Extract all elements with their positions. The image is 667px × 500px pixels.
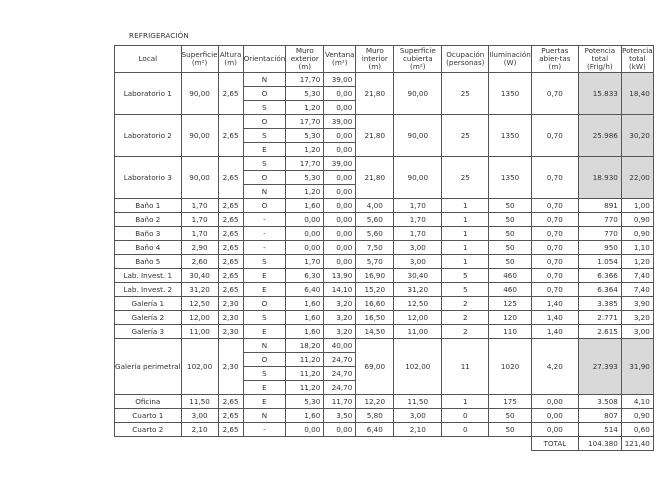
cell-altura: 2,65: [218, 269, 243, 283]
cell-potencia-frig: 15.833: [578, 73, 621, 115]
cell-superficie-cubierta: 11,00: [394, 325, 442, 339]
cell-iluminacion: 50: [489, 241, 532, 255]
cell-superficie-cubierta: 1,70: [394, 213, 442, 227]
cell-ocupacion: 25: [442, 157, 489, 199]
empty-cell: [356, 437, 394, 451]
cell-ventana: 3,20: [324, 325, 356, 339]
cell-orientacion: O: [243, 115, 286, 129]
cell-ventana: 0,00: [324, 143, 356, 157]
cell-muro-exterior: 1,20: [286, 143, 324, 157]
table-row: [115, 409, 654, 423]
cell-orientacion: S: [243, 157, 286, 171]
cell-puertas: 4,20: [531, 339, 578, 395]
cell-potencia-frig: 2.615: [578, 325, 621, 339]
cell-puertas: 0,70: [531, 227, 578, 241]
cell-muro-interior: 69,00: [356, 339, 394, 395]
cell-orientacion: N: [243, 185, 286, 199]
cell-superficie: 90,00: [181, 73, 218, 115]
cell-ventana: 0,00: [324, 199, 356, 213]
cell-orientacion: N: [243, 73, 286, 87]
cell-ventana: 14,10: [324, 283, 356, 297]
cell-ventana: 13,90: [324, 269, 356, 283]
cell-superficie-cubierta: 102,00: [394, 339, 442, 395]
cell-local: Lab. Invest. 1: [115, 269, 182, 283]
cell-superficie-cubierta: 1,70: [394, 227, 442, 241]
cell-muro-interior: 21,80: [356, 73, 394, 115]
cell-muro-interior: 16,60: [356, 297, 394, 311]
cell-muro-exterior: 0,00: [286, 213, 324, 227]
cell-orientacion: S: [243, 129, 286, 143]
cell-ocupacion: 1: [442, 227, 489, 241]
cell-superficie: 2,60: [181, 255, 218, 269]
cell-altura: 2,30: [218, 311, 243, 325]
cell-local: Baño 4: [115, 241, 182, 255]
cell-ventana: 3,20: [324, 311, 356, 325]
cell-ventana: 0,00: [324, 185, 356, 199]
table-row: [115, 73, 654, 87]
cell-ocupacion: 25: [442, 115, 489, 157]
cell-superficie: 90,00: [181, 157, 218, 199]
total-row: [115, 437, 654, 451]
cell-potencia-kw: 1,10: [621, 241, 653, 255]
cell-orientacion: S: [243, 101, 286, 115]
col-header-orientacion: Orientación: [243, 46, 286, 73]
table-row: [115, 325, 654, 339]
cell-potencia-frig: 514: [578, 423, 621, 437]
col-header-potencia-frig: Potencia total (Frig/h): [578, 46, 621, 73]
cell-puertas: 0,70: [531, 199, 578, 213]
cell-muro-exterior: 1,60: [286, 311, 324, 325]
cell-superficie: 30,40: [181, 269, 218, 283]
cell-potencia-kw: 7,40: [621, 283, 653, 297]
cell-ocupacion: 1: [442, 395, 489, 409]
col-header-muro-interior: Muro interior (m): [356, 46, 394, 73]
cell-local: Galería 3: [115, 325, 182, 339]
table-row: [115, 157, 654, 171]
cell-superficie-cubierta: 3,00: [394, 255, 442, 269]
cell-orientacion: -: [243, 423, 286, 437]
cell-muro-exterior: 1,60: [286, 199, 324, 213]
cell-iluminacion: 50: [489, 409, 532, 423]
cell-orientacion: O: [243, 199, 286, 213]
table-row: [115, 283, 654, 297]
cell-ventana: 11,70: [324, 395, 356, 409]
cell-ventana: 0,00: [324, 171, 356, 185]
cell-altura: 2,65: [218, 73, 243, 115]
cell-puertas: 0,70: [531, 269, 578, 283]
cell-local: Cuarto 1: [115, 409, 182, 423]
cell-ocupacion: 1: [442, 241, 489, 255]
cell-muro-interior: 7,50: [356, 241, 394, 255]
cell-potencia-frig: 27.393: [578, 339, 621, 395]
table-row: [115, 339, 654, 353]
empty-cell: [489, 437, 532, 451]
cell-orientacion: N: [243, 339, 286, 353]
cell-potencia-frig: 1.054: [578, 255, 621, 269]
cell-puertas: 0,00: [531, 395, 578, 409]
col-header-ocupacion: Ocupación (personas): [442, 46, 489, 73]
cell-superficie-cubierta: 90,00: [394, 73, 442, 115]
cell-local: Baño 2: [115, 213, 182, 227]
cell-ventana: 39,00: [324, 115, 356, 129]
cell-muro-interior: 14,50: [356, 325, 394, 339]
cell-muro-exterior: 17,70: [286, 73, 324, 87]
cell-iluminacion: 460: [489, 283, 532, 297]
cell-orientacion: -: [243, 241, 286, 255]
cell-local: Galería 2: [115, 311, 182, 325]
cell-potencia-kw: 22,00: [621, 157, 653, 199]
cell-orientacion: E: [243, 381, 286, 395]
cell-puertas: 0,70: [531, 73, 578, 115]
empty-cell: [324, 437, 356, 451]
cell-superficie-cubierta: 11,50: [394, 395, 442, 409]
cell-muro-exterior: 1,20: [286, 101, 324, 115]
cell-puertas: 0,00: [531, 409, 578, 423]
cell-iluminacion: 110: [489, 325, 532, 339]
cell-muro-interior: 12,20: [356, 395, 394, 409]
cell-ventana: 3,20: [324, 297, 356, 311]
cell-orientacion: O: [243, 171, 286, 185]
cell-ventana: 0,00: [324, 423, 356, 437]
cell-muro-interior: 16,50: [356, 311, 394, 325]
cell-muro-exterior: 5,30: [286, 129, 324, 143]
cell-superficie-cubierta: 1,70: [394, 199, 442, 213]
cell-iluminacion: 175: [489, 395, 532, 409]
cell-superficie: 102,00: [181, 339, 218, 395]
table-row: [115, 227, 654, 241]
cell-muro-exterior: 0,00: [286, 241, 324, 255]
cell-muro-exterior: 0,00: [286, 227, 324, 241]
cell-superficie-cubierta: 30,40: [394, 269, 442, 283]
cell-potencia-kw: 0,60: [621, 423, 653, 437]
table-row: [115, 395, 654, 409]
cell-altura: 2,65: [218, 423, 243, 437]
cell-orientacion: O: [243, 353, 286, 367]
refrigeration-table: [114, 45, 654, 451]
cell-altura: 2,65: [218, 227, 243, 241]
cell-orientacion: E: [243, 269, 286, 283]
cell-local: Laboratorio 3: [115, 157, 182, 199]
cell-superficie: 12,00: [181, 311, 218, 325]
cell-superficie: 2,90: [181, 241, 218, 255]
cell-iluminacion: 1020: [489, 339, 532, 395]
total-label: TOTAL: [531, 437, 578, 451]
cell-muro-exterior: 1,60: [286, 409, 324, 423]
cell-iluminacion: 1350: [489, 115, 532, 157]
cell-superficie: 11,00: [181, 325, 218, 339]
cell-potencia-kw: 1,20: [621, 255, 653, 269]
cell-ventana: 24,70: [324, 381, 356, 395]
table-row: [115, 241, 654, 255]
cell-orientacion: -: [243, 227, 286, 241]
cell-potencia-frig: 807: [578, 409, 621, 423]
cell-superficie: 1,70: [181, 227, 218, 241]
cell-potencia-frig: 3.508: [578, 395, 621, 409]
cell-superficie-cubierta: 12,00: [394, 311, 442, 325]
cell-superficie-cubierta: 3,00: [394, 241, 442, 255]
cell-muro-interior: 21,80: [356, 157, 394, 199]
cell-altura: 2,65: [218, 199, 243, 213]
cell-potencia-kw: 1,00: [621, 199, 653, 213]
cell-muro-interior: 5,80: [356, 409, 394, 423]
cell-puertas: 1,40: [531, 325, 578, 339]
empty-cell: [442, 437, 489, 451]
cell-iluminacion: 125: [489, 297, 532, 311]
cell-superficie-cubierta: 90,00: [394, 157, 442, 199]
cell-muro-exterior: 1,70: [286, 255, 324, 269]
cell-altura: 2,65: [218, 283, 243, 297]
cell-muro-interior: 21,80: [356, 115, 394, 157]
cell-potencia-frig: 2.771: [578, 311, 621, 325]
cell-local: Oficina: [115, 395, 182, 409]
cell-potencia-kw: 7,40: [621, 269, 653, 283]
cell-ventana: 24,70: [324, 353, 356, 367]
cell-ventana: 0,00: [324, 227, 356, 241]
cell-superficie: 90,00: [181, 115, 218, 157]
cell-superficie-cubierta: 90,00: [394, 115, 442, 157]
cell-puertas: 0,70: [531, 213, 578, 227]
col-header-iluminacion: Iluminación (W): [489, 46, 532, 73]
col-header-potencia-kw: Potencia total (kW): [622, 46, 653, 71]
cell-potencia-frig: 950: [578, 241, 621, 255]
cell-muro-exterior: 5,30: [286, 87, 324, 101]
cell-puertas: 0,70: [531, 283, 578, 297]
cell-ventana: 39,00: [324, 157, 356, 171]
table-row: [115, 297, 654, 311]
cell-potencia-kw: 0,90: [621, 213, 653, 227]
cell-ventana: 0,00: [324, 255, 356, 269]
cell-muro-interior: 15,20: [356, 283, 394, 297]
cell-muro-exterior: 1,20: [286, 185, 324, 199]
col-header-ventana: Ventana (m²): [324, 46, 356, 73]
cell-iluminacion: 1350: [489, 157, 532, 199]
cell-altura: 2,65: [218, 241, 243, 255]
cell-local: Baño 5: [115, 255, 182, 269]
cell-muro-exterior: 6,40: [286, 283, 324, 297]
col-header-superficie-cubierta: Superficie cubierta (m²): [394, 46, 442, 73]
cell-ventana: 40,00: [324, 339, 356, 353]
cell-orientacion: E: [243, 283, 286, 297]
cell-puertas: 1,40: [531, 311, 578, 325]
cell-ocupacion: 11: [442, 339, 489, 395]
cell-iluminacion: 460: [489, 269, 532, 283]
cell-ventana: 0,00: [324, 129, 356, 143]
col-header-local: Local: [115, 46, 182, 73]
cell-potencia-frig: 770: [578, 227, 621, 241]
total-potencia-frig: 104.380: [578, 437, 621, 451]
cell-altura: 2,30: [218, 325, 243, 339]
cell-ocupacion: 0: [442, 423, 489, 437]
table-row: [115, 311, 654, 325]
table-row: [115, 199, 654, 213]
cell-iluminacion: 1350: [489, 73, 532, 115]
cell-superficie-cubierta: 31,20: [394, 283, 442, 297]
cell-superficie-cubierta: 3,00: [394, 409, 442, 423]
cell-muro-interior: 5,60: [356, 227, 394, 241]
cell-potencia-frig: 18.930: [578, 157, 621, 199]
cell-muro-interior: 5,60: [356, 213, 394, 227]
cell-puertas: 0,70: [531, 255, 578, 269]
col-header-puertas: Puertas abier-tas (m): [531, 46, 578, 73]
page-title: REFRIGERACIÓN: [129, 31, 189, 40]
col-header-superficie: Superficie (m²): [181, 46, 218, 73]
cell-local: Laboratorio 1: [115, 73, 182, 115]
cell-potencia-kw: 3,20: [621, 311, 653, 325]
cell-muro-exterior: 5,30: [286, 395, 324, 409]
total-potencia-kw: 121,40: [621, 437, 653, 451]
cell-muro-exterior: 6,30: [286, 269, 324, 283]
cell-potencia-kw: 0,90: [621, 227, 653, 241]
table-row: [115, 423, 654, 437]
cell-muro-exterior: 17,70: [286, 115, 324, 129]
cell-superficie: 11,50: [181, 395, 218, 409]
cell-ocupacion: 2: [442, 297, 489, 311]
cell-superficie: 2,10: [181, 423, 218, 437]
empty-cell: [243, 437, 286, 451]
cell-potencia-kw: 3,90: [621, 297, 653, 311]
empty-cell: [394, 437, 442, 451]
col-header-altura: Altura (m): [218, 46, 243, 73]
cell-superficie-cubierta: 2,10: [394, 423, 442, 437]
cell-orientacion: O: [243, 297, 286, 311]
cell-iluminacion: 50: [489, 227, 532, 241]
empty-cell: [115, 437, 182, 451]
cell-muro-interior: 4,00: [356, 199, 394, 213]
table-row: [115, 255, 654, 269]
cell-potencia-kw: 3,00: [621, 325, 653, 339]
cell-superficie: 1,70: [181, 213, 218, 227]
cell-ocupacion: 1: [442, 255, 489, 269]
empty-cell: [181, 437, 218, 451]
cell-ventana: 0,00: [324, 241, 356, 255]
cell-potencia-kw: 4,10: [621, 395, 653, 409]
cell-potencia-frig: 891: [578, 199, 621, 213]
cell-ventana: 0,00: [324, 101, 356, 115]
cell-local: Lab. Invest. 2: [115, 283, 182, 297]
empty-cell: [218, 437, 243, 451]
cell-altura: 2,30: [218, 339, 243, 395]
cell-ocupacion: 1: [442, 199, 489, 213]
cell-muro-exterior: 11,20: [286, 353, 324, 367]
cell-altura: 2,30: [218, 297, 243, 311]
empty-cell: [286, 437, 324, 451]
cell-ocupacion: 2: [442, 325, 489, 339]
cell-ventana: 24,70: [324, 367, 356, 381]
cell-local: Laboratorio 2: [115, 115, 182, 157]
cell-ventana: 0,00: [324, 87, 356, 101]
col-header-muro-exterior: Muro exterior (m): [286, 46, 324, 73]
cell-muro-interior: 6,40: [356, 423, 394, 437]
cell-orientacion: E: [243, 325, 286, 339]
cell-ocupacion: 5: [442, 283, 489, 297]
cell-potencia-frig: 6.364: [578, 283, 621, 297]
cell-local: Galería 1: [115, 297, 182, 311]
table-row: [115, 115, 654, 129]
cell-puertas: 0,70: [531, 241, 578, 255]
cell-altura: 2,65: [218, 157, 243, 199]
table-row: [115, 213, 654, 227]
cell-local: Baño 1: [115, 199, 182, 213]
cell-ocupacion: 25: [442, 73, 489, 115]
cell-ocupacion: 5: [442, 269, 489, 283]
cell-iluminacion: 120: [489, 311, 532, 325]
cell-orientacion: S: [243, 367, 286, 381]
cell-ocupacion: 2: [442, 311, 489, 325]
cell-superficie: 12,50: [181, 297, 218, 311]
cell-orientacion: E: [243, 143, 286, 157]
cell-muro-exterior: 0,00: [286, 423, 324, 437]
cell-superficie: 1,70: [181, 199, 218, 213]
cell-potencia-frig: 6.366: [578, 269, 621, 283]
cell-iluminacion: 50: [489, 199, 532, 213]
cell-superficie: 31,20: [181, 283, 218, 297]
cell-ventana: 0,00: [324, 213, 356, 227]
cell-superficie-cubierta: 12,50: [394, 297, 442, 311]
cell-potencia-kw: 0,90: [621, 409, 653, 423]
header-row: [115, 46, 654, 73]
cell-iluminacion: 50: [489, 213, 532, 227]
cell-altura: 2,65: [218, 395, 243, 409]
cell-ocupacion: 1: [442, 213, 489, 227]
cell-muro-interior: 16,90: [356, 269, 394, 283]
cell-ocupacion: 0: [442, 409, 489, 423]
cell-puertas: 0,70: [531, 157, 578, 199]
cell-potencia-frig: 3.385: [578, 297, 621, 311]
cell-orientacion: S: [243, 311, 286, 325]
cell-potencia-kw: 30,20: [621, 115, 653, 157]
cell-potencia-frig: 770: [578, 213, 621, 227]
cell-orientacion: -: [243, 213, 286, 227]
cell-iluminacion: 50: [489, 255, 532, 269]
cell-muro-interior: 5,70: [356, 255, 394, 269]
cell-muro-exterior: 18,20: [286, 339, 324, 353]
cell-local: Cuarto 2: [115, 423, 182, 437]
cell-muro-exterior: 11,20: [286, 381, 324, 395]
cell-local: Baño 3: [115, 227, 182, 241]
cell-muro-exterior: 1,60: [286, 325, 324, 339]
cell-orientacion: N: [243, 409, 286, 423]
cell-ventana: 39,00: [324, 73, 356, 87]
cell-potencia-frig: 25.986: [578, 115, 621, 157]
cell-local: Galería perimetral: [115, 339, 182, 395]
table-row: [115, 269, 654, 283]
cell-potencia-kw: 18,40: [621, 73, 653, 115]
cell-altura: 2,65: [218, 213, 243, 227]
cell-altura: 2,65: [218, 115, 243, 157]
cell-orientacion: E: [243, 395, 286, 409]
cell-altura: 2,65: [218, 409, 243, 423]
cell-muro-exterior: 1,60: [286, 297, 324, 311]
cell-muro-exterior: 5,30: [286, 171, 324, 185]
cell-superficie: 3,00: [181, 409, 218, 423]
cell-orientacion: S: [243, 255, 286, 269]
cell-puertas: 1,40: [531, 297, 578, 311]
cell-altura: 2,65: [218, 255, 243, 269]
cell-ventana: 3,50: [324, 409, 356, 423]
cell-puertas: 0,00: [531, 423, 578, 437]
cell-puertas: 0,70: [531, 115, 578, 157]
cell-muro-exterior: 11,20: [286, 367, 324, 381]
cell-potencia-kw: 31,90: [621, 339, 653, 395]
cell-orientacion: O: [243, 87, 286, 101]
cell-iluminacion: 50: [489, 423, 532, 437]
cell-muro-exterior: 17,70: [286, 157, 324, 171]
